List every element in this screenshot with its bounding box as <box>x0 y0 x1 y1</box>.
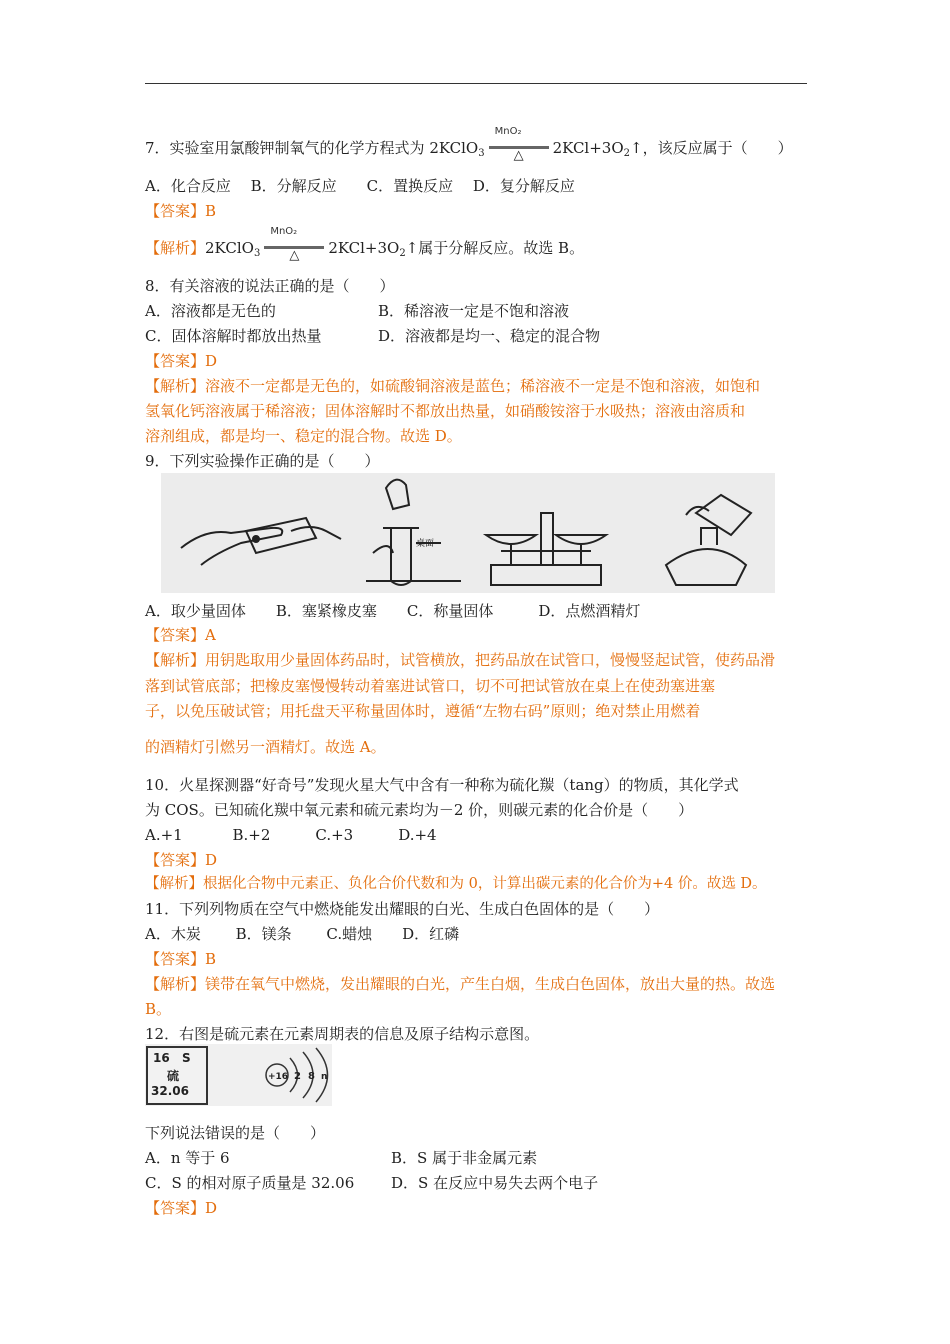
q9-answer: 【答案】A <box>145 626 216 644</box>
atomic-mass: 32.06 <box>151 1084 189 1098</box>
element-symbol: S <box>182 1051 191 1065</box>
table-label: 桌面 <box>416 539 435 549</box>
reaction-condition <box>264 226 324 263</box>
element-name: 硫 <box>167 1069 180 1083</box>
q12-option-a: A．n 等于 6 <box>145 1149 230 1167</box>
balance-icon <box>486 513 606 585</box>
q7-stem-end: ↑，该反应属于（ ） <box>630 139 793 157</box>
q12-answer: 【答案】D <box>145 1199 218 1217</box>
q11-options: A．木炭 B．镁条 C.蜡烛 D．红磷 <box>145 925 460 943</box>
stopper-tube-icon <box>366 480 461 585</box>
shell-1-electrons: 2 <box>294 1071 301 1082</box>
q8-stem: 8．有关溶液的说法正确的是（ ） <box>145 277 395 295</box>
q8-option-b: B．稀溶液一定是不饱和溶液 <box>378 302 570 320</box>
q12-question: 下列说法错误的是（ ） <box>145 1124 326 1142</box>
spoon-and-tube-icon <box>181 518 341 565</box>
q10-options: A.+1 B.+2 C.+3 D.+4 <box>145 826 437 844</box>
q12-stem: 12．右图是硫元素在元素周期表的信息及原子结构示意图。 <box>145 1025 540 1043</box>
header-rule <box>145 83 807 84</box>
q11-stem: 11．下列列物质在空气中燃烧能发出耀眼的白光、生成白色固体的是（ ） <box>145 900 660 918</box>
q7-answer: 【答案】B <box>145 202 217 220</box>
reaction-condition <box>489 126 549 163</box>
lab-operations-drawing <box>161 473 775 593</box>
q11-analysis-line-2: B。 <box>145 1000 172 1018</box>
shell-3-electrons: n <box>321 1072 328 1082</box>
subscript: 3 <box>478 148 485 159</box>
q9-analysis-line-2: 落到试管底部；把橡皮塞慢慢转动着塞进试管口，切不可把试管放在桌上在使劲塞进塞 <box>145 677 716 695</box>
q11-answer: 【答案】B <box>145 950 217 968</box>
q9-analysis-line-3: 子，以免压破试管；用托盘天平称量固体时，遵循“左物右码”原则；绝对禁止用燃着 <box>145 702 701 720</box>
heat-symbol: △ <box>513 148 524 163</box>
catalyst-label: MnO₂ <box>494 126 522 137</box>
q10-analysis: 【解析】根据化合物中元素正、负化合价代数和为 0，计算出碳元素的化合价为+4 价。故选 D。 <box>145 876 767 892</box>
q10-stem-line-2: 为 COS。已知硫化羰中氧元素和硫元素均为－2 价，则碳元素的化合价是（ ） <box>145 801 694 819</box>
q8-option-d: D．溶液都是均一、稳定的混合物 <box>378 327 601 345</box>
q8-analysis-line-3: 溶剂组成，都是均一、稳定的混合物。故选 D。 <box>145 427 462 445</box>
q7-stem-text: 7．实验室用氯酸钾制氧气的化学方程式为 2KClO <box>145 139 479 157</box>
q11-analysis-line-1: 【解析】镁带在氧气中燃烧，发出耀眼的白光，产生白烟，生成白色固体，放出大量的热。故选 <box>145 975 776 993</box>
q12-option-d: D．S 在反应中易失去两个电子 <box>391 1174 599 1192</box>
q8-answer: 【答案】D <box>145 352 218 370</box>
atom-structure-diagram <box>205 1046 332 1104</box>
q7-analysis-reactant: 2KClO <box>205 239 254 257</box>
subscript: 2 <box>623 148 631 159</box>
q10-stem-line-1: 10．火星探测器“好奇号”发现火星大气中含有一种称为硫化羰（tang）的物质，其化学式 <box>145 776 739 794</box>
q7-analysis-products: 2KCl+3O <box>328 239 400 257</box>
q12-option-b: B．S 属于非金属元素 <box>391 1149 538 1167</box>
q8-analysis-line-2: 氢氧化钙溶液属于稀溶液；固体溶解时不都放出热量，如硝酸铵溶于水吸热；溶液由溶质和 <box>145 402 746 420</box>
q7-options: A．化合反应 B．分解反应 C．置换反应 D．复分解反应 <box>145 177 575 195</box>
heat-symbol: △ <box>289 248 300 263</box>
shell-2-electrons: 8 <box>308 1071 315 1082</box>
q8-analysis-line-1: 【解析】溶液不一定都是无色的，如硫酸铜溶液是蓝色；稀溶液不一定是不饱和溶液，如饱和 <box>145 377 761 395</box>
q8-option-a: A．溶液都是无色的 <box>145 302 276 320</box>
alcohol-lamp-icon <box>666 495 751 585</box>
periodic-table-cell <box>146 1046 208 1105</box>
q7-products: 2KCl+3O <box>552 139 624 157</box>
lab-operations-figure <box>161 473 775 593</box>
q9-analysis-line-4: 的酒精灯引燃另一酒精灯。故选 A。 <box>145 738 386 756</box>
q7-analysis <box>145 226 585 264</box>
q12-option-c: C．S 的相对原子质量是 32.06 <box>145 1174 355 1192</box>
q9-analysis-line-1: 【解析】用钥匙取用少量固体药品时，试管横放，把药品放在试管口，慢慢竖起试管，使药品滑 <box>145 651 776 669</box>
analysis-label: 【解析】 <box>145 239 206 257</box>
subscript: 3 <box>253 248 261 259</box>
q8-option-c: C．固体溶解时都放出热量 <box>145 327 322 345</box>
nucleus-charge: +16 <box>268 1072 289 1082</box>
q9-options: A．取少量固体 B．塞紧橡皮塞 C．称量固体 D．点燃酒精灯 <box>145 602 641 620</box>
q7-stem <box>145 126 793 164</box>
subscript: 2 <box>399 248 406 259</box>
catalyst-label: MnO₂ <box>270 226 298 237</box>
atomic-number: 16 <box>153 1051 170 1065</box>
q7-analysis-end: ↑属于分解反应。故选 B。 <box>405 239 585 257</box>
q9-stem: 9．下列实验操作正确的是（ ） <box>145 452 380 470</box>
q10-answer: 【答案】D <box>145 851 218 869</box>
